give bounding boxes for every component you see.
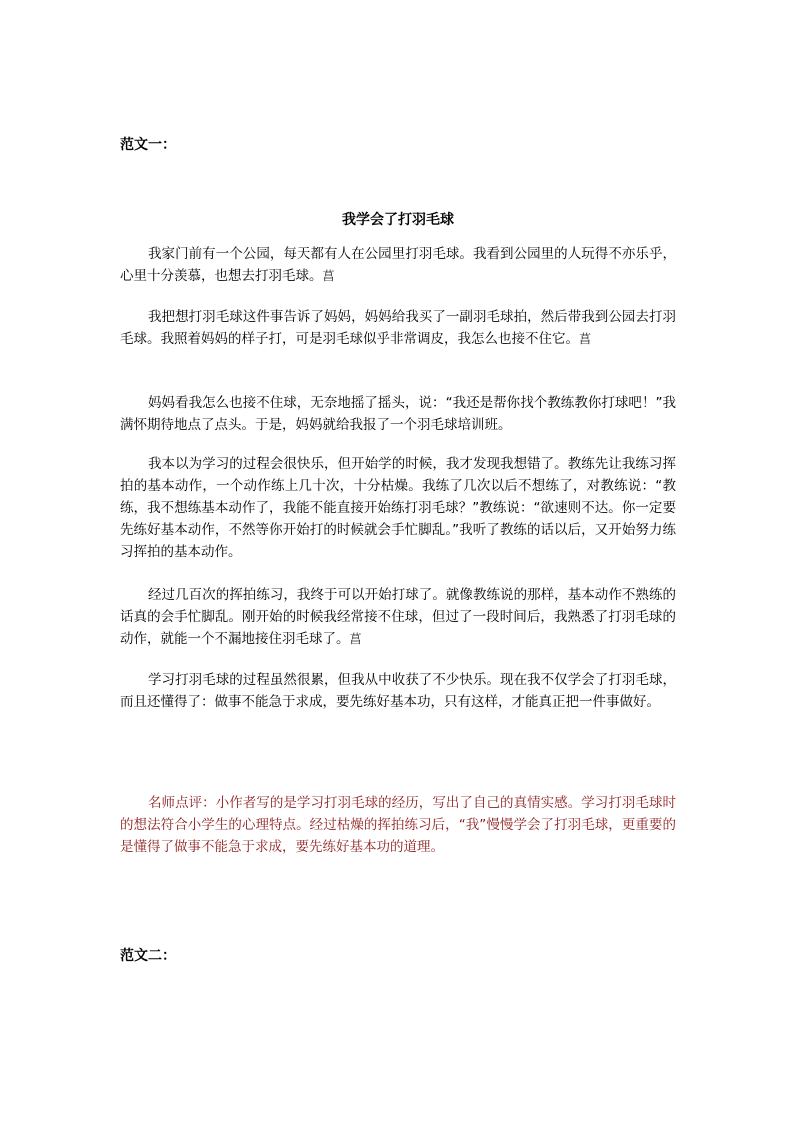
paragraph-mark: 菖 [322,269,335,283]
paragraph-text: 经过几百次的挥拍练习，我终于可以开始打球了。就像教练说的那样，基本动作不熟练的话真的会手忙脚乱。刚开始的时候我经常接不住球，但过了一段时间后，我熟悉了打羽毛球的动作，就能一个不漏地接住羽毛球了。 [120,587,676,647]
essay-paragraph-3 [120,392,676,436]
paragraph-text: 我家门前有一个公园，每天都有人在公园里打羽毛球。我看到公园里的人玩得不亦乐乎，心里十分羡慕，也想去打羽毛球。 [120,246,676,284]
essay-title: 我学会了打羽毛球 [342,212,454,228]
paragraph-mark: 菖 [579,332,592,346]
paragraph-text: 学习打羽毛球的过程虽然很累，但我从中收获了不少快乐。现在我不仅学会了打羽毛球，而且还懂得了：做事不能急于求成，要先练好基本功，只有这样，才能真正把一件事做好。 [120,672,676,710]
paragraph-mark: 菖 [349,632,362,646]
paragraph-text: 我本以为学习的过程会很快乐，但开始学的时候，我才发现我想错了。教练先让我练习挥拍的基本动作，一个动作练上几十次，十分枯燥。我练了几次以后不想练了，对教练说：“教练，我不想练基本动作了，我能不能直接开始练打羽毛球？”教练说：“欲速则不达。你一定要先练好基本动作，不然等你开始打的时候就会手忙脚乱。”我听了教练的话以后，又开始努力练习挥拍的基本动作。 [120,456,676,560]
essay-paragraph-6 [120,669,676,713]
paragraph-text: 我把想打羽毛球这件事告诉了妈妈，妈妈给我买了一副羽毛球拍，然后带我到公园去打羽毛球。我照着妈妈的样子打，可是羽毛球似乎非常调皮，我怎么也接不住它。 [120,309,676,347]
section-heading-2: 范文二： [120,948,176,964]
essay-paragraph-5 [120,584,676,650]
essay-paragraph-1 [120,243,676,287]
teacher-comment: 名师点评：小作者写的是学习打羽毛球的经历，写出了自己的真情实感。学习打羽毛球时的想法符合小学生的心理特点。经过枯燥的挥拍练习后，“我”慢慢学会了打羽毛球，更重要的是懂得了做事不能急于求成，要先练好基本功的道理。 [120,795,676,855]
essay-paragraph-2 [120,306,676,350]
section-heading-1: 范文一： [120,137,176,153]
essay-paragraph-4 [120,453,676,563]
paragraph-text: 妈妈看我怎么也接不住球，无奈地摇了摇头，说：“我还是帮你找个教练教你打球吧！”我满怀期待地点了点头。于是，妈妈就给我报了一个羽毛球培训班。 [120,395,676,433]
